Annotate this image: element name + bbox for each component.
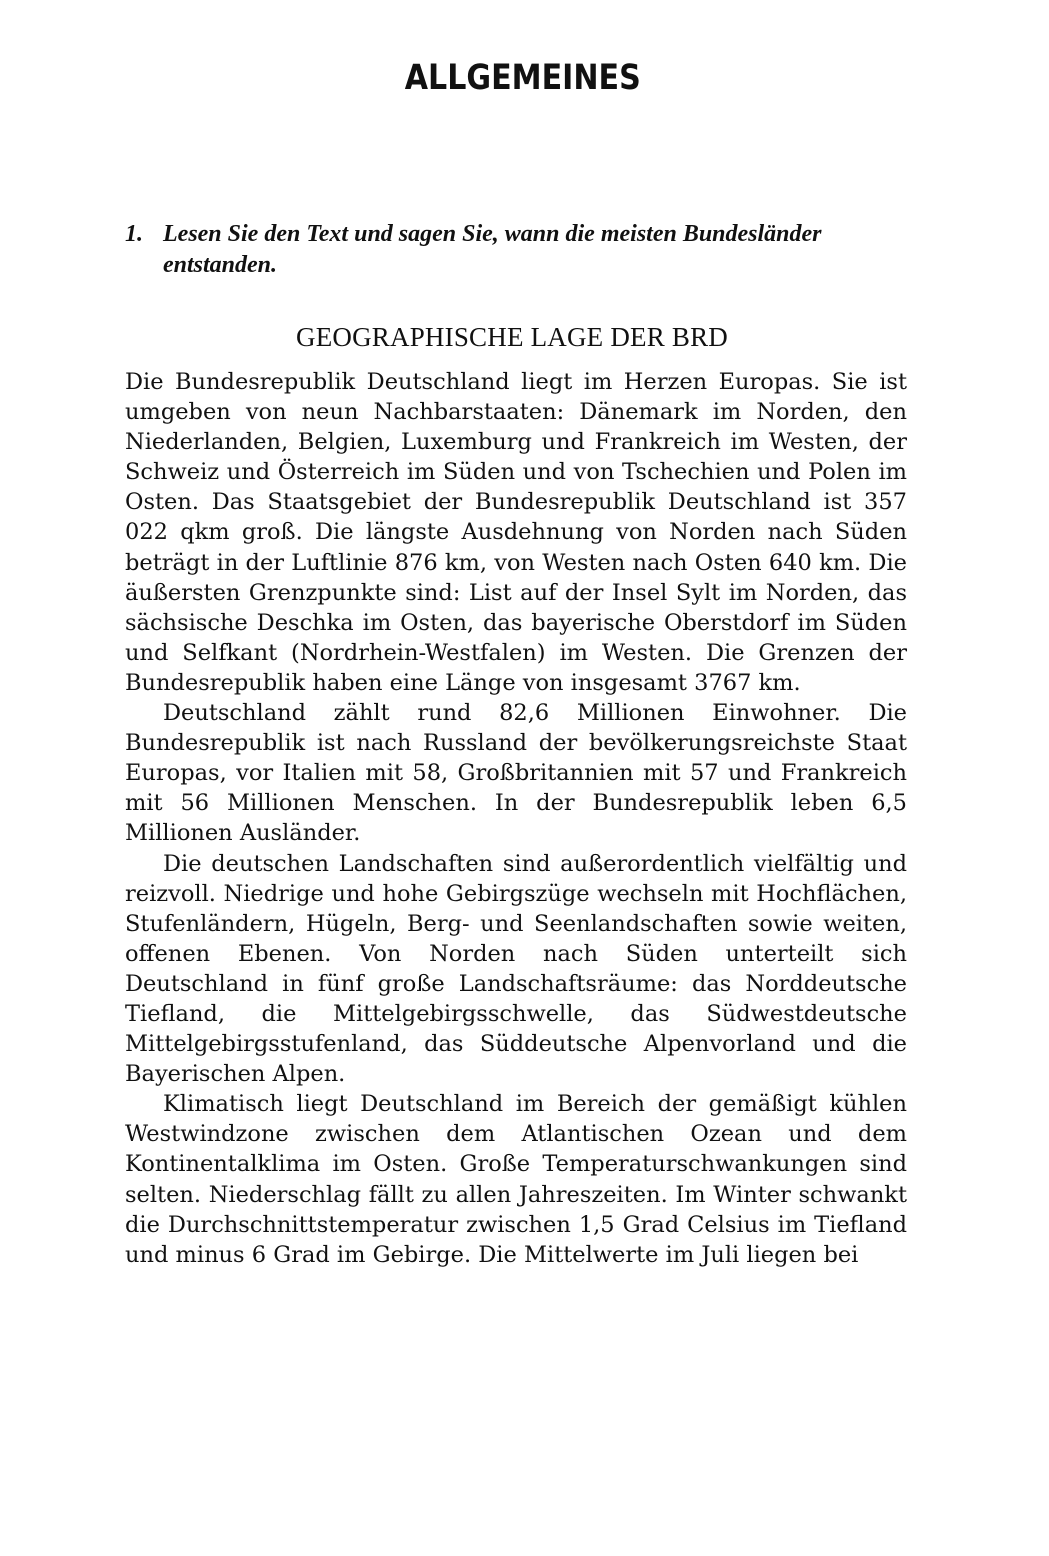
article-body	[125, 367, 907, 1270]
task-text: Lesen Sie den Text und sagen Sie, wann die meisten Bundesländer entstanden.	[163, 221, 822, 278]
task-number: 1.	[125, 221, 143, 247]
paragraph-location: Die Bundesrepublik Deutschland liegt im Herzen Europas. Sie ist umgeben von neun Nachbarstaaten: Dänemark im Norden, den Niederlanden, Belgien, Luxemburg und Frankreich im Westen, der Schweiz und Österreich im Süden und von Tschechien und Polen im Osten. Das Staatsgebiet der Bundesrepublik Deutschland ist 357 022 qkm groß. Die längste Ausdehnung von Norden nach Süden beträgt in der Luftlinie 876 km, von Westen nach Osten 640 km. Die äußersten Grenzpunkte sind: List auf der Insel Sylt im Norden, das sächsische Deschka im Osten, das bayerische Oberstdorf im Süden und Selfkant (Nordrhein-Westfalen) im Westen. Die Grenzen der Bundesrepublik haben eine Länge von insgesamt 3767 km.	[125, 369, 907, 696]
article-title: GEOGRAPHISCHE LAGE DER BRD	[296, 322, 728, 352]
paragraph-landscapes: Die deutschen Landschaften sind außerordentlich vielfältig und reizvoll. Niedrige und hohe Gebirgszüge wechseln mit Hochflächen, Stufenländern, Hügeln, Berg- und Seenlandschaften sowie weiten, offenen Ebenen. Von Norden nach Süden unterteilt sich Deutschland in fünf große Landschaftsräume: das Norddeutsche Tiefland, die Mittelgebirgsschwelle, das Südwestdeutsche Mittelgebirgsstufenland, das Süddeutsche Alpenvorland und die Bayerischen Alpen.	[125, 850, 907, 1088]
paragraph-climate: Klimatisch liegt Deutschland im Bereich der gemäßigt kühlen Westwindzone zwischen dem Atlantischen Ozean und dem Kontinentalklima im Osten. Große Temperaturschwankungen sind selten. Niederschlag fällt zu allen Jahreszeiten. Im Winter schwankt die Durchschnittstemperatur zwischen 1,5 Grad Celsius im Tiefland und minus 6 Grad im Gebirge. Die Mittelwerte im Juli liegen bei	[125, 1091, 907, 1268]
paragraph-population: Deutschland zählt rund 82,6 Millionen Einwohner. Die Bundesrepublik ist nach Russland der bevölkerungsreichste Staat Europas, vor Italien mit 58, Großbritannien mit 57 und Frankreich mit 56 Millionen Menschen. In der Bundesrepublik leben 6,5 Millionen Ausländer.	[125, 700, 907, 847]
task-instruction	[125, 219, 905, 281]
section-title: ALLGEMEINES	[404, 58, 641, 98]
